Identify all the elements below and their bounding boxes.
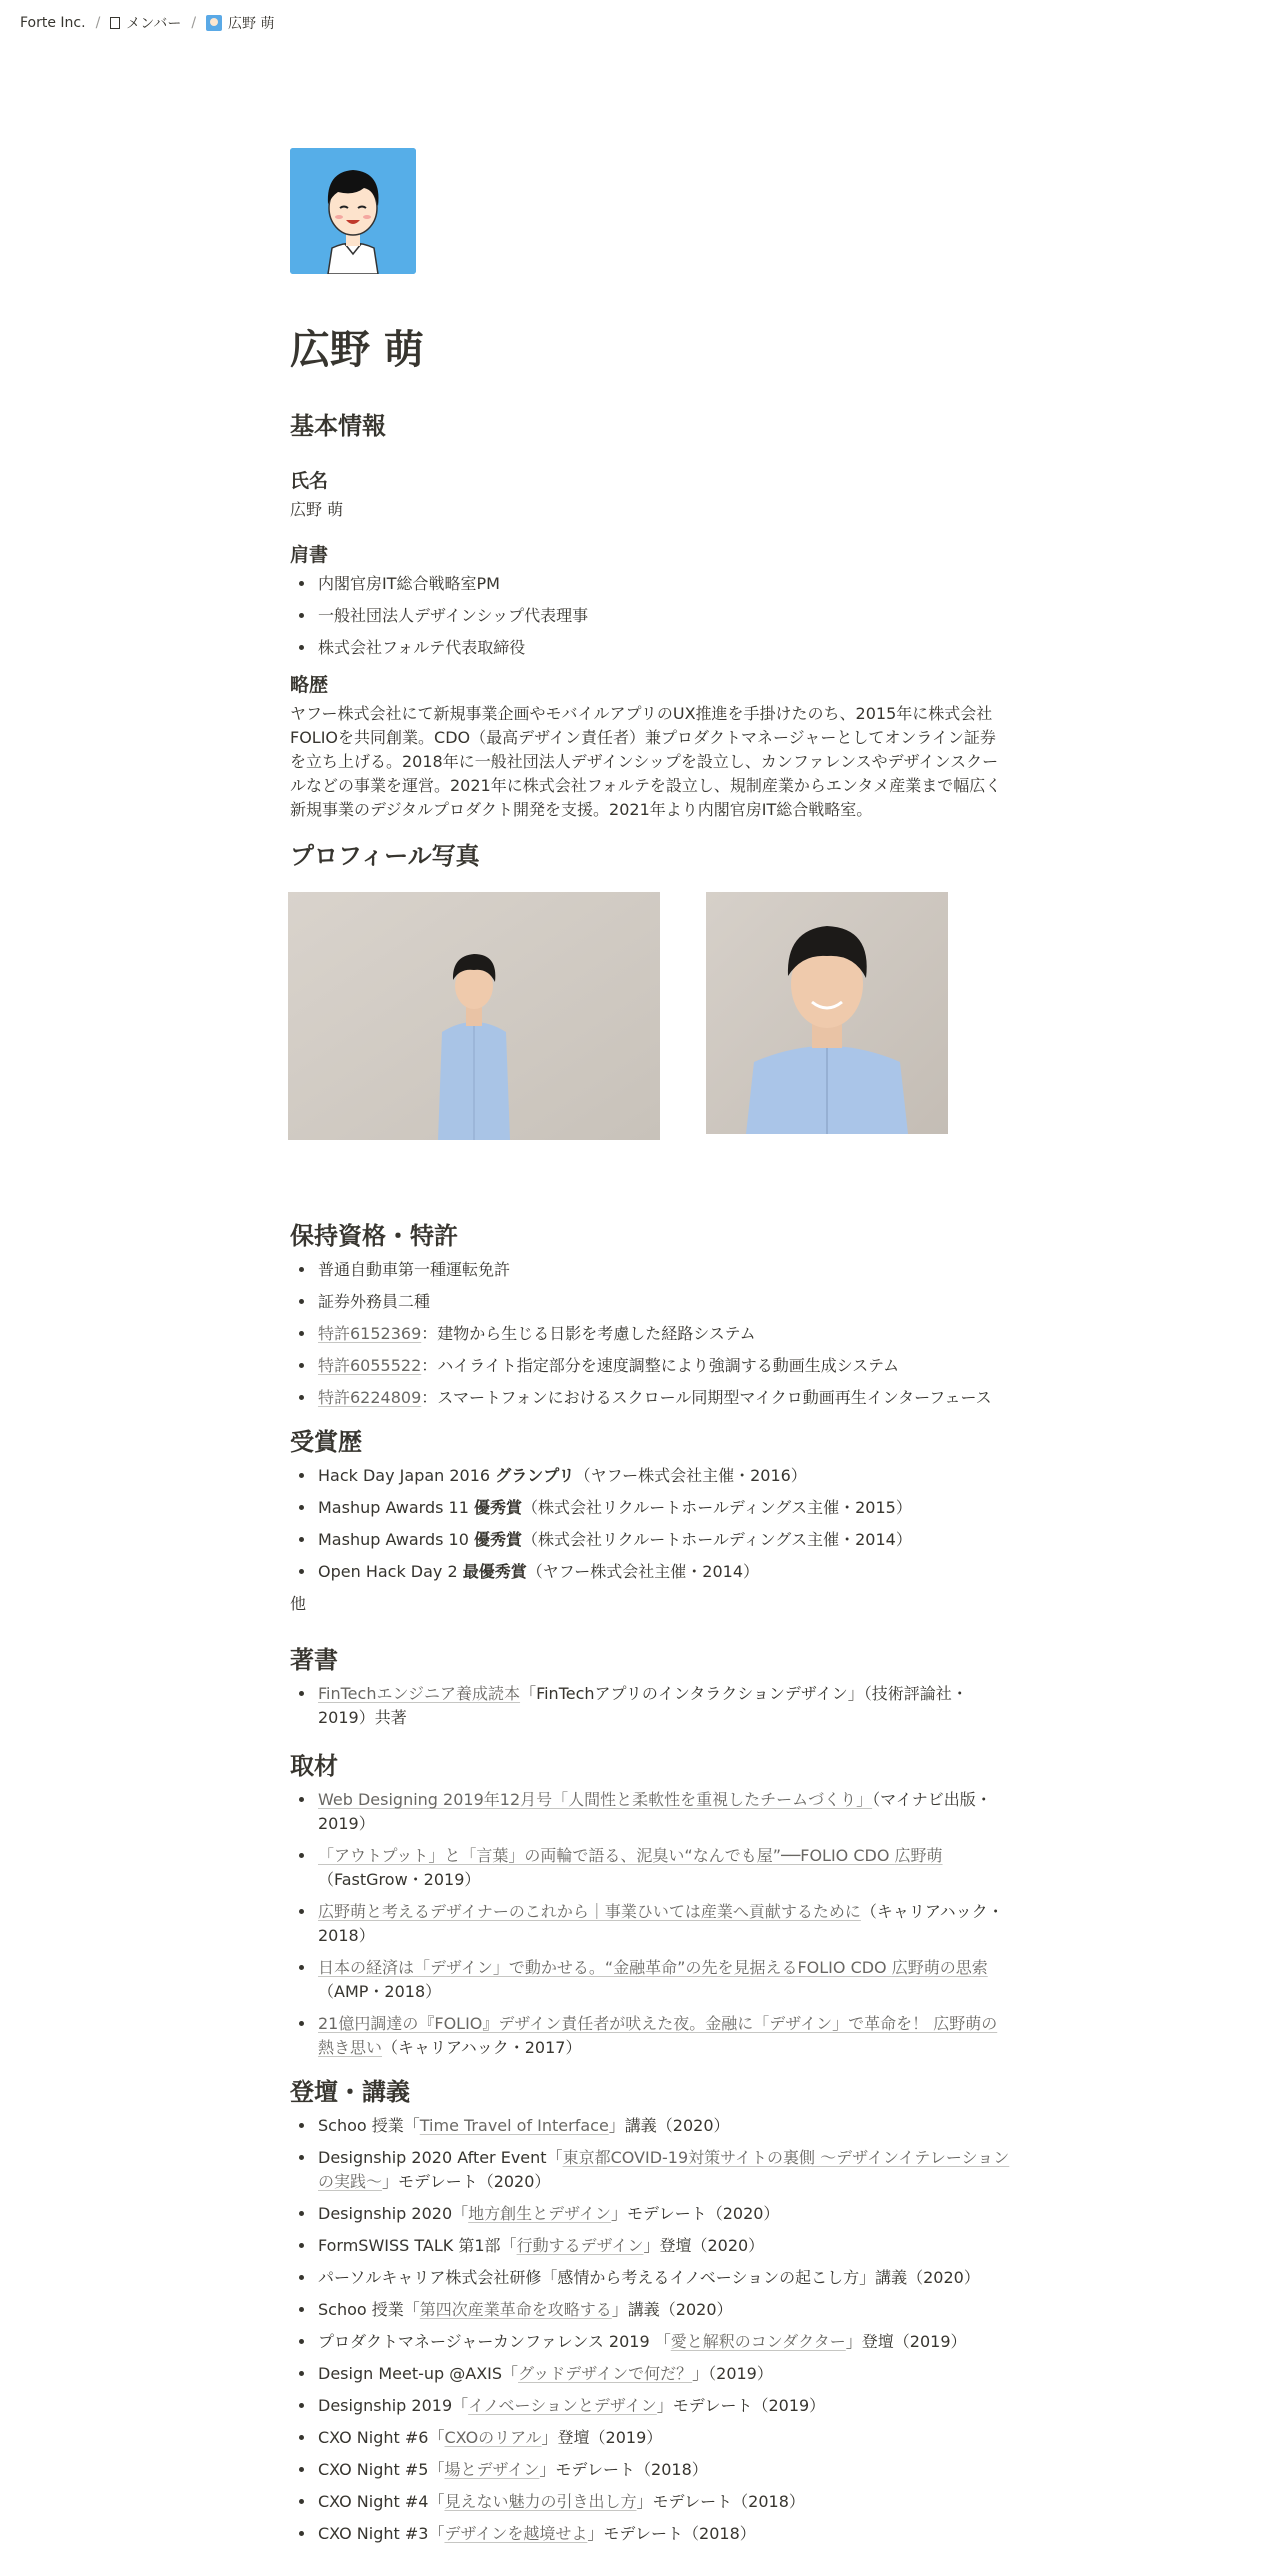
profile-photos — [290, 892, 1010, 1192]
section-heading-books: 著書 — [290, 1646, 338, 1674]
profile-photo-wide[interactable] — [288, 892, 660, 1140]
item-text: ：ハイライト指定部分を速度調整により強調する動画生成システム — [421, 1356, 900, 1375]
award-name: 最優秀賞 — [462, 1562, 527, 1581]
books-list — [290, 1682, 1010, 1730]
list-item — [316, 1322, 1010, 1346]
list-item — [316, 1290, 1010, 1314]
list-item — [316, 1464, 1010, 1488]
roles-list — [290, 572, 1010, 660]
list-item: • 株式会社フォルテ代表取締役 — [316, 636, 1010, 660]
profile-photo-portrait[interactable] — [706, 892, 948, 1134]
item-text: （株式会社リクルートホールディングス主催・2014） — [522, 1530, 912, 1549]
item-text: （FastGrow・2019） — [318, 1870, 481, 1889]
page-title: 広野 萌 — [290, 327, 424, 373]
item-text: ：建物から生じる日影を考慮した経路システム — [421, 1324, 756, 1343]
item-text: （キャリアハック・2017） — [382, 2038, 582, 2057]
roles-heading: 肩書 — [290, 544, 329, 566]
press-list — [290, 1788, 1010, 2060]
section-heading-press: 取材 — [290, 1752, 338, 1780]
item-text: 証券外務員二種 — [318, 1292, 431, 1311]
breadcrumb-separator: / — [191, 15, 197, 31]
talk-link[interactable]: CXOのリアル — [444, 2428, 542, 2447]
talk-link[interactable]: デザインを越境せよ — [444, 2524, 588, 2543]
breadcrumb-members-label: メンバー — [126, 16, 182, 32]
item-text: パーソルキャリア株式会社研修「感情から考えるイノベーションの起こし方」講義（2020） — [318, 2268, 980, 2287]
breadcrumb-members[interactable] — [110, 13, 181, 33]
item-text: 」講義（2020） — [608, 2116, 730, 2135]
page-content — [290, 404, 1010, 2554]
patent-link[interactable]: 特許6055522 — [318, 1356, 422, 1375]
item-text: Mashup Awards 10 — [318, 1530, 474, 1549]
talk-link[interactable]: 地方創生とデザイン — [468, 2204, 612, 2223]
list-item — [316, 2330, 1010, 2354]
item-text: ：スマートフォンにおけるスクロール同期型マイクロ動画再生インターフェース — [421, 1388, 992, 1407]
talk-link[interactable]: グッドデザインで何だ？ — [518, 2364, 693, 2383]
section-heading-basic: 基本情報 — [290, 412, 386, 440]
section-heading-photos: プロフィール写真 — [290, 842, 480, 870]
qualifications-list — [290, 1258, 1010, 1410]
article-link[interactable]: Web Designing 2019年12月号「人間性と柔軟性を重視したチームづくり」 — [318, 1790, 873, 1809]
talks-list — [290, 2114, 1010, 2546]
item-text: CXO Night #6「 — [318, 2428, 445, 2447]
item-text: 」モデレート（2020） — [382, 2172, 551, 2191]
item-text: Open Hack Day 2 — [318, 1562, 463, 1581]
breadcrumb-workspace-label: Forte Inc. — [20, 15, 86, 31]
award-name: 優秀賞 — [473, 1530, 522, 1549]
list-item — [316, 1496, 1010, 1520]
talk-link[interactable]: イノベーションとデザイン — [468, 2396, 657, 2415]
item-text: CXO Night #4「 — [318, 2492, 445, 2511]
talk-link[interactable]: 行動するデザイン — [516, 2236, 644, 2255]
list-item — [316, 2146, 1010, 2194]
item-text: 普通自動車第一種運転免許 — [318, 1260, 511, 1279]
item-text: 」（2019） — [692, 2364, 773, 2383]
list-item — [316, 1844, 1010, 1892]
item-text: 」登壇（2020） — [643, 2236, 765, 2255]
list-item — [316, 2012, 1010, 2060]
breadcrumb-current-label: 広野 萌 — [228, 16, 275, 32]
list-item — [316, 1900, 1010, 1948]
breadcrumb-separator: / — [95, 15, 101, 31]
awards-others: 他 — [290, 1594, 307, 1613]
talk-link[interactable]: Time Travel of Interface — [419, 2116, 609, 2135]
list-item — [316, 2362, 1010, 2386]
bio-text: ヤフー株式会社にて新規事業企画やモバイルアプリのUX推進を手掛けたのち、2015年に株式会社FOLIOを共同創業。CDO（最高デザイン責任者）兼プロダクトマネージャーとしてオンライン証券を立ち上げる。2018年に一般社団法人デザインシップを設立し、カンファレンスやデザインスクールなどの事業を運営。2021年に株式会社フォルテを設立し、規制産業からエンタメ産業まで幅広く新規事業のデジタルプロダクト開発を支援。2021年より内閣官房IT総合戦略室。 — [290, 704, 1002, 819]
item-text: 」登壇（2019） — [845, 2332, 967, 2351]
list-item — [316, 1788, 1010, 1836]
list-item: • 一般社団法人デザインシップ代表理事 — [316, 604, 1010, 628]
list-item — [316, 2202, 1010, 2226]
item-text: Designship 2020 After Event「 — [318, 2148, 563, 2167]
award-name: グランプリ — [495, 1466, 575, 1485]
book-link[interactable]: FinTechエンジニア養成読本 — [318, 1684, 521, 1703]
item-text: 」モデレート（2019） — [656, 2396, 826, 2415]
item-text: CXO Night #5「 — [318, 2460, 445, 2479]
section-heading-qualifications: 保持資格・特許 — [290, 1222, 458, 1250]
item-text: （株式会社リクルートホールディングス主催・2015） — [522, 1498, 912, 1517]
talk-link[interactable]: 東京都COVID-19対策サイトの裏側 〜デザインイテレーションの実践〜 — [318, 2148, 1010, 2191]
item-text: （ヤフー株式会社主催・2016） — [574, 1466, 807, 1485]
item-text: FormSWISS TALK 第1部「 — [318, 2236, 517, 2255]
list-item — [316, 2458, 1010, 2482]
award-name: 優秀賞 — [473, 1498, 522, 1517]
list-item — [316, 2522, 1010, 2546]
breadcrumb-current[interactable] — [206, 13, 274, 33]
talk-link[interactable]: 見えない魅力の引き出し方 — [444, 2492, 637, 2511]
awards-list — [290, 1464, 1010, 1584]
item-text: CXO Night #3「 — [318, 2524, 445, 2543]
page-avatar[interactable] — [290, 148, 416, 274]
item-text: 」モデレート（2018） — [539, 2460, 708, 2479]
breadcrumb — [0, 0, 1284, 46]
list-item — [316, 2298, 1010, 2322]
list-item — [316, 2234, 1010, 2258]
list-item — [316, 1682, 1010, 1730]
section-heading-awards: 受賞歴 — [290, 1428, 362, 1456]
item-text: 」モデレート（2018） — [636, 2492, 805, 2511]
patent-link[interactable]: 特許6152369 — [318, 1324, 422, 1343]
article-link[interactable]: 「アウトプット」と「言葉」の両輪で語る、泥臭い“なんでも屋”──FOLIO CDO 広野萌 — [318, 1846, 943, 1865]
patent-link[interactable]: 特許6224809 — [318, 1388, 422, 1407]
list-item: • 内閣官房IT総合戦略室PM — [316, 572, 1010, 596]
list-item — [316, 2266, 1010, 2290]
item-text: （マイナビ出版・2019） — [318, 1790, 992, 1833]
list-item — [316, 2490, 1010, 2514]
item-text: プロダクトマネージャーカンファレンス 2019 「 — [318, 2332, 671, 2351]
talk-link[interactable]: 場とデザイン — [444, 2460, 540, 2479]
item-text: Mashup Awards 11 — [318, 1498, 474, 1517]
item-text: 」モデレート（2018） — [587, 2524, 756, 2543]
name-heading: 氏名 — [290, 470, 329, 492]
page-icon — [110, 17, 120, 29]
article-link[interactable]: 21億円調達の『FOLIO』デザイン責任者が吠えた夜。金融に「デザイン」で革命を！ 広野萌の熱き思い — [318, 2014, 998, 2057]
item-text: Designship 2020「 — [318, 2204, 469, 2223]
item-text: 」モデレート（2020） — [611, 2204, 780, 2223]
item-text: Schoo 授業「 — [318, 2300, 420, 2319]
item-text: （AMP・2018） — [318, 1982, 442, 2001]
list-item — [316, 1560, 1010, 1584]
item-text: （ヤフー株式会社主催・2014） — [526, 1562, 760, 1581]
article-link[interactable]: 広野萌と考えるデザイナーのこれから｜事業ひいては産業へ貢献するために — [318, 1902, 861, 1921]
item-text: 「FinTechアプリのインタラクションデザイン」（技術評論社・2019）共著 — [318, 1684, 968, 1727]
talk-link[interactable]: 第四次産業革命を攻略する — [419, 2300, 612, 2319]
list-item — [316, 1258, 1010, 1282]
section-heading-talks: 登壇・講義 — [290, 2078, 410, 2106]
list-item — [316, 2426, 1010, 2450]
name-value: 広野 萌 — [290, 500, 344, 519]
list-item — [316, 2394, 1010, 2418]
item-text: 」講義（2020） — [611, 2300, 733, 2319]
item-text: Hack Day Japan 2016 — [318, 1466, 496, 1485]
item-text: Design Meet-up @AXIS「 — [318, 2364, 519, 2383]
bio-heading: 略歴 — [290, 674, 329, 696]
list-item — [316, 1354, 1010, 1378]
list-item — [316, 2114, 1010, 2138]
breadcrumb-workspace[interactable] — [20, 15, 86, 31]
avatar-icon — [206, 15, 222, 31]
article-link[interactable]: 日本の経済は「デザイン」で動かせる。“金融革命”の先を見据えるFOLIO CDO 広野萌の思索 — [318, 1958, 988, 1977]
item-text: 」登壇（2019） — [541, 2428, 663, 2447]
item-text: （キャリアハック・2018） — [318, 1902, 1004, 1945]
list-item — [316, 1386, 1010, 1410]
item-text: Designship 2019「 — [318, 2396, 469, 2415]
list-item — [316, 1956, 1010, 2004]
talk-link[interactable]: 愛と解釈のコンダクター — [670, 2332, 846, 2351]
item-text: Schoo 授業「 — [318, 2116, 420, 2135]
list-item — [316, 1528, 1010, 1552]
